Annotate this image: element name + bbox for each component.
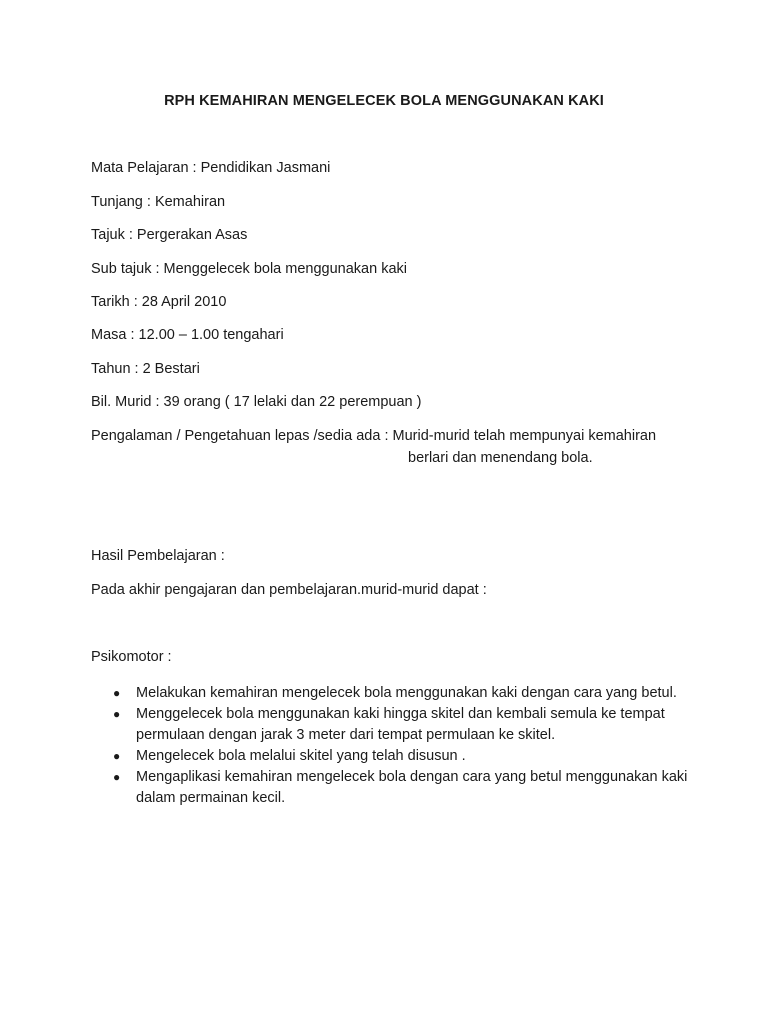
- psikomotor-list: [91, 683, 691, 809]
- field-pengalaman: Pengalaman / Pengetahuan lepas /sedia ada : Murid-murid telah mempunyai kemahiran: [91, 428, 657, 444]
- list-item: [91, 704, 691, 746]
- field-sub-tajuk: Sub tajuk : Menggelecek bola menggunakan kaki: [91, 261, 407, 277]
- list-item: [91, 683, 691, 704]
- field-tunjang: Tunjang : Kemahiran: [91, 194, 226, 210]
- document-title: RPH KEMAHIRAN MENGELECEK BOLA MENGGUNAKAN KAKI: [164, 93, 604, 109]
- psikomotor-heading: Psikomotor :: [91, 649, 172, 665]
- field-mata-pelajaran: Mata Pelajaran : Pendidikan Jasmani: [91, 160, 331, 176]
- hasil-intro: Pada akhir pengajaran dan pembelajaran.murid-murid dapat :: [91, 582, 487, 598]
- bullet-icon: ●: [113, 686, 121, 700]
- bullet-icon: ●: [113, 707, 121, 721]
- list-item: [91, 746, 691, 767]
- list-item-text: Mengelecek bola melalui skitel yang telah disusun .: [136, 748, 466, 764]
- list-item-text: Menggelecek bola menggunakan kaki hingga skitel dan kembali semula ke tempat permulaan dengan jarak 3 meter dari tempat permulaan ke skitel.: [136, 706, 665, 743]
- field-masa: Masa : 12.00 – 1.00 tengahari: [91, 327, 284, 343]
- field-tahun: Tahun : 2 Bestari: [91, 361, 200, 377]
- list-item-text: Mengaplikasi kemahiran mengelecek bola dengan cara yang betul menggunakan kaki dalam permainan kecil.: [136, 769, 688, 806]
- field-tajuk: Tajuk : Pergerakan Asas: [91, 227, 248, 243]
- field-pengalaman-continued: berlari dan menendang bola.: [408, 450, 593, 466]
- field-tarikh: Tarikh : 28 April 2010: [91, 294, 227, 310]
- bullet-icon: ●: [113, 749, 121, 763]
- field-bil-murid: Bil. Murid : 39 orang ( 17 lelaki dan 22 perempuan ): [91, 394, 422, 410]
- list-item-text: Melakukan kemahiran mengelecek bola menggunakan kaki dengan cara yang betul.: [136, 685, 677, 701]
- list-item: [91, 767, 691, 809]
- bullet-icon: ●: [113, 770, 121, 784]
- hasil-heading: Hasil Pembelajaran :: [91, 548, 225, 564]
